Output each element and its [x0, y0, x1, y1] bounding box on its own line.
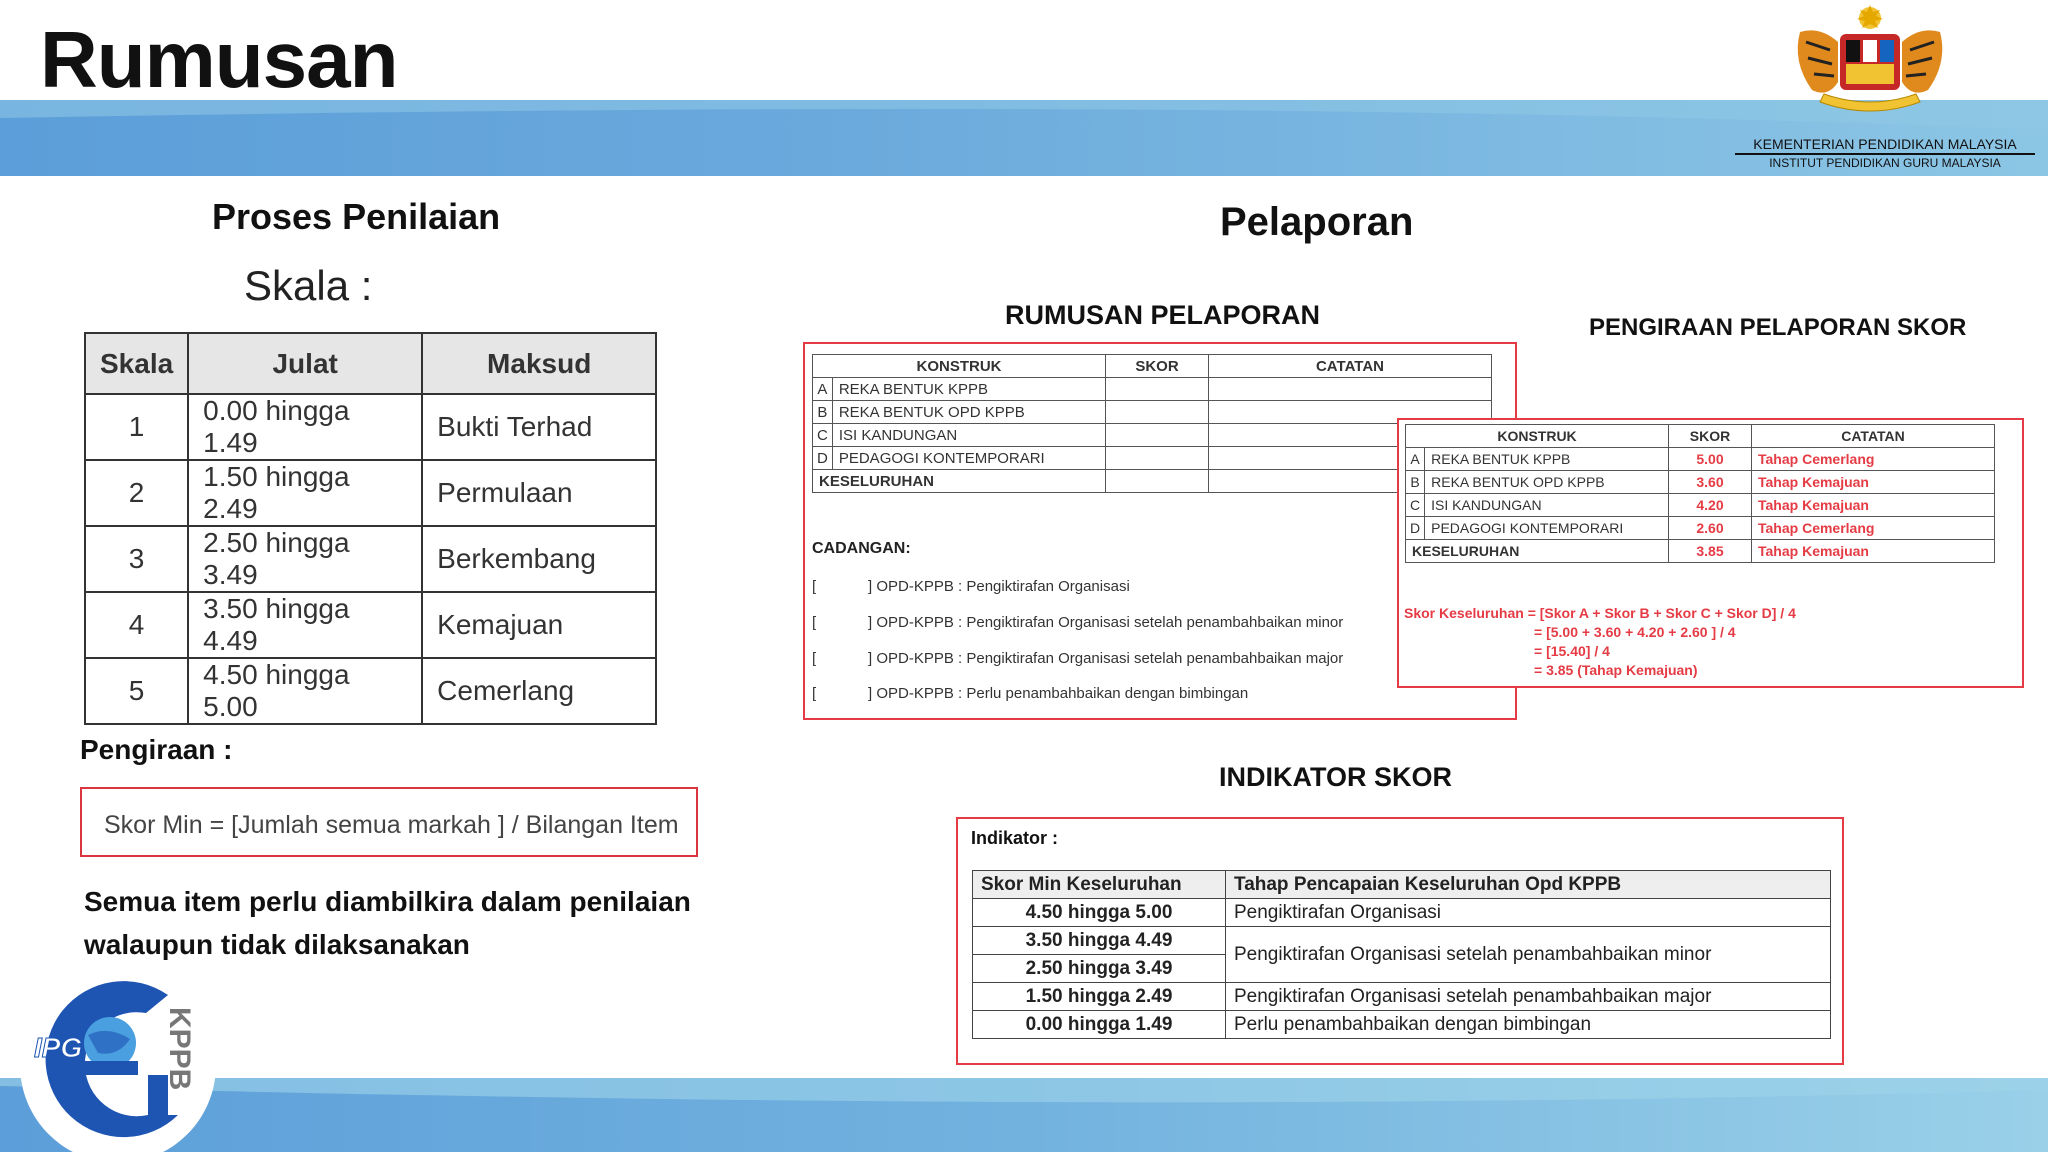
proses-penilaian-heading: Proses Penilaian [212, 196, 501, 237]
col-skor: SKOR [1669, 425, 1752, 448]
julat-cell: 2.50 hingga 3.49 [188, 526, 422, 592]
table-row [813, 401, 1492, 424]
kppb-text: KPPB [163, 1007, 196, 1091]
ipg-kppb-logo-icon [18, 965, 218, 1152]
table-row [1406, 494, 1995, 517]
col-catatan: CATATAN [1209, 355, 1492, 378]
indikator-label: Indikator : [971, 828, 1059, 848]
pengiraan-skor-title: PENGIRAAN PELAPORAN SKOR [1589, 314, 1967, 341]
julat-cell: 1.50 hingga 2.49 [188, 460, 422, 526]
calc-line: = [15.40] / 4 [1534, 643, 1610, 659]
col-catatan: CATATAN [1752, 425, 1995, 448]
col-konstruk: KONSTRUK [813, 355, 1106, 378]
table-row [85, 592, 656, 658]
checkbox-bracket: [ [812, 685, 817, 702]
pelaporan-heading: Pelaporan [1220, 200, 1414, 244]
outcome-cell: Pengiktirafan Organisasi setelah penambahbaikan minor [1226, 927, 1831, 983]
range-cell: 2.50 hingga 3.49 [973, 955, 1226, 983]
maksud-cell: Berkembang [422, 526, 656, 592]
julat-cell: 3.50 hingga 4.49 [188, 592, 422, 658]
skor-keseluruhan-calc [1404, 604, 1796, 680]
col-konstruk: KONSTRUK [1406, 425, 1669, 448]
row-index: C [813, 424, 833, 447]
col-julat: Julat [188, 333, 422, 394]
table-row [85, 460, 656, 526]
skor-cell: 3.60 [1669, 471, 1752, 494]
skor-cell: 2.60 [1669, 517, 1752, 540]
row-index: D [813, 447, 833, 470]
julat-cell: 0.00 hingga 1.49 [188, 394, 422, 460]
indikator-skor-title: INDIKATOR SKOR [1219, 762, 1453, 792]
checkbox-bracket: [ [812, 578, 817, 595]
cadangan-item: [ ] OPD-KPPB : Pengiktirafan Organisasi [812, 578, 1130, 595]
indikator-table [972, 870, 1831, 1039]
catatan-cell: Tahap Kemajuan [1752, 471, 1995, 494]
row-index: A [1406, 448, 1425, 471]
col-skor-min: Skor Min Keseluruhan [973, 871, 1226, 899]
scale-table [84, 332, 657, 725]
checkbox-bracket: [ [812, 614, 817, 631]
konstruk-cell: PEDAGOGI KONTEMPORARI [832, 447, 1105, 470]
ministry-label [1735, 136, 2035, 171]
report-table [812, 354, 1492, 493]
skor-cell: 4.20 [1669, 494, 1752, 517]
malaysia-crest-icon [1770, 2, 1970, 120]
julat-cell: 4.50 hingga 5.00 [188, 658, 422, 724]
maksud-cell: Bukti Terhad [422, 394, 656, 460]
footer-band [0, 1078, 2048, 1152]
cadangan-item: [ ] OPD-KPPB : Perlu penambahbaikan dengan bimbingan [812, 685, 1249, 702]
table-header-row [813, 355, 1492, 378]
table-row [85, 526, 656, 592]
pengiraan-label: Pengiraan : [80, 734, 233, 765]
assessment-note: Semua item perlu diambilkira dalam penilaian walaupun tidak dilaksanakan [84, 886, 691, 960]
score-table [1405, 424, 1995, 563]
table-header-row [1406, 425, 1995, 448]
table-header-row [973, 871, 1831, 899]
keseluruhan-cell: KESELURUHAN [1406, 540, 1669, 563]
skala-label: Skala : [244, 262, 373, 309]
maksud-cell: Permulaan [422, 460, 656, 526]
konstruk-cell: REKA BENTUK OPD KPPB [832, 401, 1105, 424]
maksud-cell: Cemerlang [422, 658, 656, 724]
range-cell: 3.50 hingga 4.49 [973, 927, 1226, 955]
konstruk-cell: ISI KANDUNGAN [1425, 494, 1669, 517]
skala-cell: 1 [85, 394, 188, 460]
checkbox-bracket: [ [812, 650, 817, 667]
skor-cell: 3.85 [1669, 540, 1752, 563]
table-row [813, 424, 1492, 447]
skala-cell: 4 [85, 592, 188, 658]
table-row [1406, 517, 1995, 540]
table-row [973, 927, 1831, 955]
ipg-text: IPG [34, 1032, 83, 1063]
page-title: Rumusan [40, 15, 398, 104]
catatan-cell: Tahap Cemerlang [1752, 517, 1995, 540]
col-tahap: Tahap Pencapaian Keseluruhan Opd KPPB [1226, 871, 1831, 899]
konstruk-cell: PEDAGOGI KONTEMPORARI [1425, 517, 1669, 540]
table-row [1406, 540, 1995, 563]
row-index: C [1406, 494, 1425, 517]
skala-cell: 5 [85, 658, 188, 724]
konstruk-cell: REKA BENTUK OPD KPPB [1425, 471, 1669, 494]
institute-name: INSTITUT PENDIDIKAN GURU MALAYSIA [1769, 156, 2001, 170]
catatan-cell: Tahap Cemerlang [1752, 448, 1995, 471]
col-maksud: Maksud [422, 333, 656, 394]
table-header-row [85, 333, 656, 394]
maksud-cell: Kemajuan [422, 592, 656, 658]
keseluruhan-cell: KESELURUHAN [813, 470, 1106, 493]
catatan-cell: Tahap Kemajuan [1752, 540, 1995, 563]
cadangan-label: CADANGAN: [812, 540, 911, 557]
row-index: B [813, 401, 833, 424]
row-index: D [1406, 517, 1425, 540]
table-row [85, 394, 656, 460]
table-row [1406, 471, 1995, 494]
table-row [85, 658, 656, 724]
konstruk-cell: ISI KANDUNGAN [832, 424, 1105, 447]
range-cell: 1.50 hingga 2.49 [973, 983, 1226, 1011]
row-index: B [1406, 471, 1425, 494]
ministry-name: KEMENTERIAN PENDIDIKAN MALAYSIA [1735, 136, 2035, 155]
cadangan-item: [ ] OPD-KPPB : Pengiktirafan Organisasi setelah penambahbaikan major [812, 650, 1344, 667]
outcome-cell: Pengiktirafan Organisasi setelah penambahbaikan major [1226, 983, 1831, 1011]
skor-min-formula: Skor Min = [Jumlah semua markah ] / Bilangan Item [80, 787, 698, 857]
skala-cell: 2 [85, 460, 188, 526]
skala-cell: 3 [85, 526, 188, 592]
table-row [813, 447, 1492, 470]
catatan-cell: Tahap Kemajuan [1752, 494, 1995, 517]
col-skala: Skala [85, 333, 188, 394]
konstruk-cell: REKA BENTUK KPPB [1425, 448, 1669, 471]
range-cell: 4.50 hingga 5.00 [973, 899, 1226, 927]
footer-sweep [0, 1078, 2048, 1152]
range-cell: 0.00 hingga 1.49 [973, 1011, 1226, 1039]
row-index: A [813, 378, 833, 401]
rumusan-pelaporan-title: RUMUSAN PELAPORAN [1005, 300, 1321, 330]
table-row [973, 1011, 1831, 1039]
table-row [813, 470, 1492, 493]
table-row [973, 899, 1831, 927]
calc-line: = [5.00 + 3.60 + 4.20 + 2.60 ] / 4 [1534, 624, 1736, 640]
table-row [1406, 448, 1995, 471]
calc-line: = 3.85 (Tahap Kemajuan) [1534, 662, 1698, 678]
konstruk-cell: REKA BENTUK KPPB [832, 378, 1105, 401]
skor-cell: 5.00 [1669, 448, 1752, 471]
cadangan-item: [ ] OPD-KPPB : Pengiktirafan Organisasi setelah penambahbaikan minor [812, 614, 1344, 631]
table-row [973, 983, 1831, 1011]
outcome-cell: Perlu penambahbaikan dengan bimbingan [1226, 1011, 1831, 1039]
table-row [813, 378, 1492, 401]
outcome-cell: Pengiktirafan Organisasi [1226, 899, 1831, 927]
col-skor: SKOR [1106, 355, 1209, 378]
calc-line: Skor Keseluruhan = [Skor A + Skor B + Skor C + Skor D] / 4 [1404, 605, 1796, 621]
